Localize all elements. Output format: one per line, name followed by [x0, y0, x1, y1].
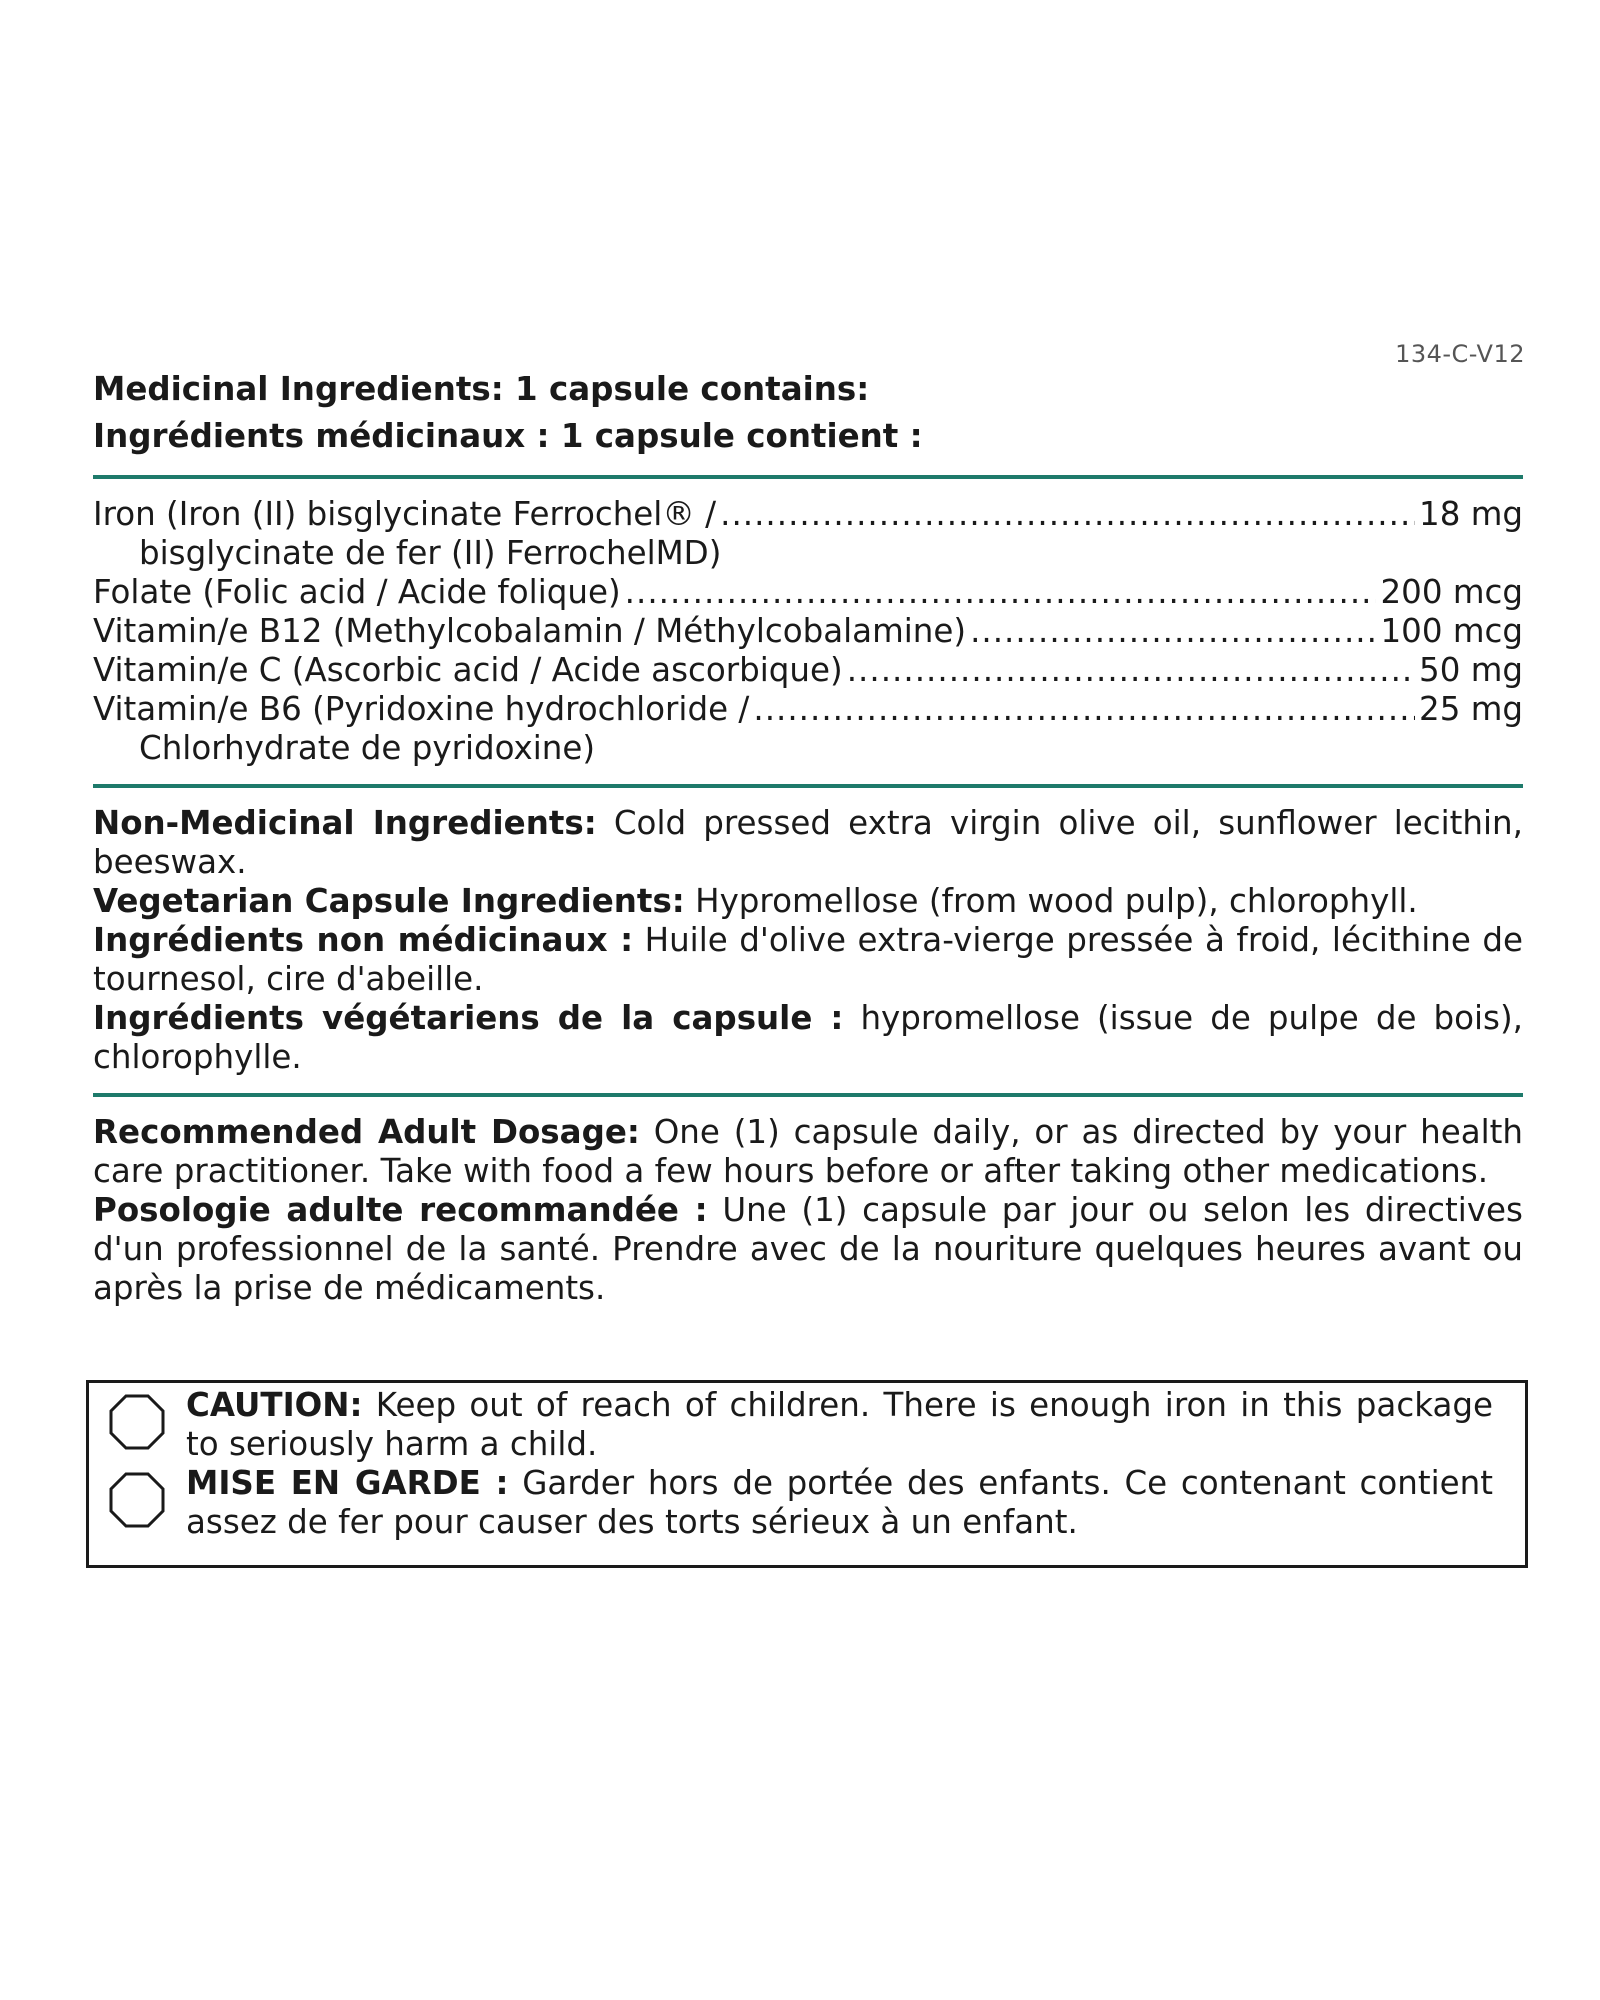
section-label: Posologie adulte recommandée :: [93, 1191, 708, 1229]
non-medicinal-en: [93, 804, 1523, 882]
caution-body: Keep out of reach of children. There is enough iron in this package to seriously harm a child.: [186, 1386, 1493, 1463]
ingredient-amount: 25 mg: [1419, 690, 1523, 728]
capsule-ingredients-fr: [93, 999, 1523, 1077]
section-text: Cold pressed extra virgin olive oil, sunflower lecithin, beeswax.: [93, 804, 1523, 881]
divider-rule: [93, 1093, 1523, 1097]
section-label: Ingrédients végétariens de la capsule :: [93, 999, 844, 1037]
ingredient-amount: 200 mcg: [1380, 573, 1523, 611]
section-label: Non-Medicinal Ingredients:: [93, 804, 597, 842]
caution-body: Garder hors de portée des enfants. Ce contenant contient assez de fer pour causer des torts sérieux à un enfant.: [186, 1464, 1493, 1541]
dot-leader: [847, 651, 1415, 690]
section-text: Hypromellose (from wood pulp), chlorophyll.: [684, 882, 1418, 920]
caution-label: CAUTION:: [186, 1386, 363, 1424]
caution-label: MISE EN GARDE :: [186, 1464, 509, 1502]
dot-leader: [753, 690, 1415, 729]
dosage-en: [93, 1113, 1523, 1191]
section-label: Vegetarian Capsule Ingredients:: [93, 882, 685, 920]
dot-leader: [720, 495, 1415, 534]
divider-rule: [93, 475, 1523, 479]
section-label: Recommended Adult Dosage:: [93, 1113, 640, 1151]
dot-leader: [970, 612, 1376, 651]
caution-fr: [97, 1464, 1493, 1542]
ingredient-row-vitamin-c: [93, 651, 1523, 690]
ingredient-row-b12: [93, 612, 1523, 651]
section-text: Une (1) capsule par jour ou selon les directives d'un professionnel de la santé. Prendre avec de la nouriture quelques heures avant ou après la prise de médicaments.: [93, 1191, 1523, 1307]
medicinal-heading-fr: Ingrédients médicinaux : 1 capsule contient :: [93, 417, 923, 455]
section-text: One (1) capsule daily, or as directed by your health care practitioner. Take with food a few hours before or after taking other medications.: [93, 1113, 1523, 1190]
label-content: [93, 366, 1523, 1324]
non-medicinal-fr: [93, 921, 1523, 999]
dot-leader: [625, 573, 1377, 612]
ingredient-amount: 100 mcg: [1380, 612, 1523, 650]
dosage-fr: [93, 1191, 1523, 1308]
section-label: Ingrédients non médicinaux :: [93, 921, 634, 959]
caution-en: [97, 1386, 1493, 1464]
ingredient-amount: 50 mg: [1419, 651, 1523, 689]
ingredient-row-folate: [93, 573, 1523, 612]
section-text: Huile d'olive extra-vierge pressée à froid, lécithine de tournesol, cire d'abeille.: [93, 921, 1523, 998]
section-text: hypromellose (issue de pulpe de bois), chlorophylle.: [93, 999, 1523, 1076]
caution-text: [186, 1464, 1493, 1542]
ingredient-name: Vitamin/e C (Ascorbic acid / Acide ascorbique): [93, 651, 843, 689]
caution-text: [186, 1386, 1493, 1464]
capsule-ingredients-en: [93, 882, 1523, 921]
ingredient-continuation: bisglycinate de fer (II) FerrochelMD): [139, 534, 722, 572]
ingredient-row-iron: [93, 495, 1523, 534]
label-code: 134-C-V12: [1395, 340, 1525, 368]
non-medicinal-section: [93, 804, 1523, 1077]
ingredient-name: Vitamin/e B12 (Methylcobalamin / Méthylcobalamine): [93, 612, 967, 650]
medicinal-ingredients-table: [93, 495, 1523, 768]
dosage-section: [93, 1113, 1523, 1308]
ingredient-name: Folate (Folic acid / Acide folique): [93, 573, 621, 611]
ingredient-row-b6: [93, 690, 1523, 729]
ingredient-name: Vitamin/e B6 (Pyridoxine hydrochloride /: [93, 690, 750, 728]
medicinal-heading-en: Medicinal Ingredients: 1 capsule contains:: [93, 370, 870, 408]
divider-rule: [93, 784, 1523, 788]
ingredient-continuation: Chlorhydrate de pyridoxine): [139, 729, 596, 767]
ingredient-name: Iron (Iron (II) bisglycinate Ferrochel® /: [93, 495, 717, 533]
ingredient-amount: 18 mg: [1419, 495, 1523, 533]
